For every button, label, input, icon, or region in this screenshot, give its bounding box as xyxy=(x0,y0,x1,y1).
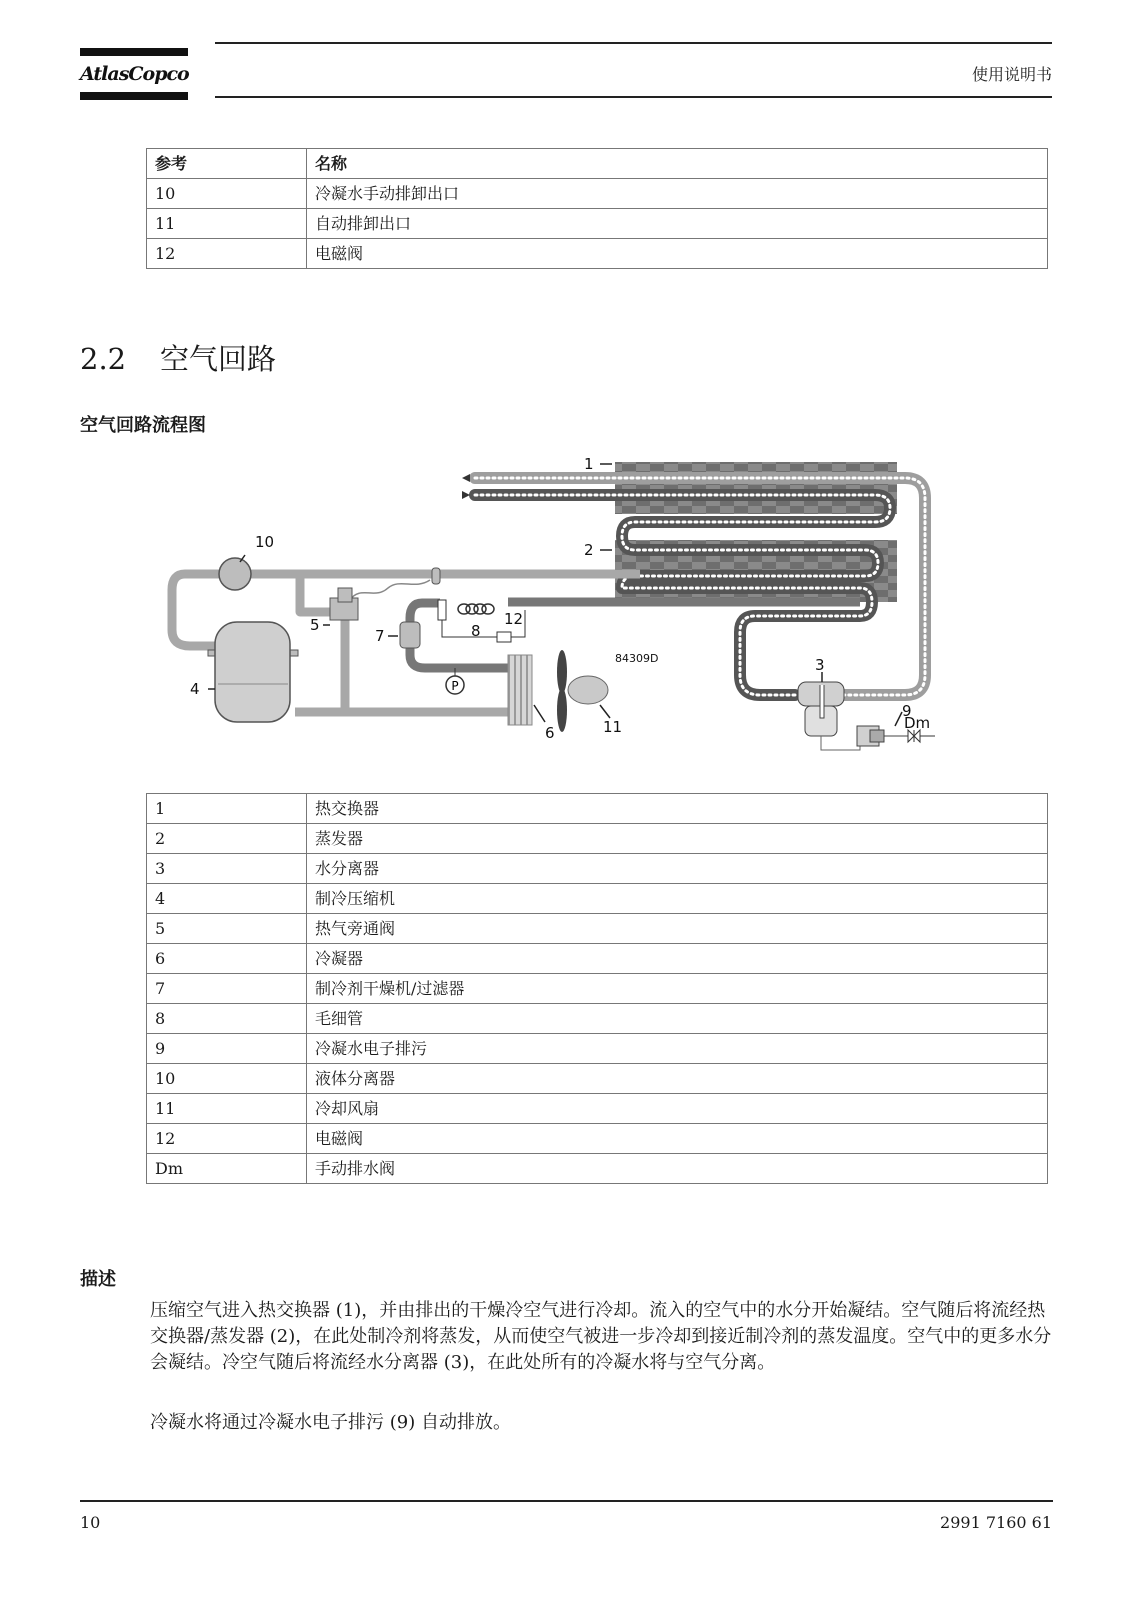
name-cell: 水分离器 xyxy=(307,854,1048,884)
diagram-title: 空气回路流程图 xyxy=(80,415,206,436)
table-row xyxy=(147,1124,1048,1154)
ref-cell: 12 xyxy=(147,1124,307,1154)
section-number: 2.2 xyxy=(80,342,127,376)
diagram-code: 84309D xyxy=(615,652,659,665)
name-cell: 液体分离器 xyxy=(307,1064,1048,1094)
reference-table-top xyxy=(146,148,1048,269)
table-row xyxy=(147,179,1048,209)
table-row xyxy=(147,1154,1048,1184)
table-row xyxy=(147,239,1048,269)
logo-text: AtlasCopco xyxy=(80,63,189,85)
description-paragraph-1: 压缩空气进入热交换器 (1)，并由排出的干燥冷空气进行冷却。流入的空气中的水分开始凝结。空气随后将流经热交换器/蒸发器 (2)，在此处制冷剂将蒸发，从而使空气被进一步冷却到接近制冷剂的蒸发温度。空气中的更多水分会凝结。冷空气随后将流经水分离器 (3)，在此处所有的冷凝水将与空气分离。 xyxy=(150,1300,1052,1373)
ref-cell: 10 xyxy=(147,179,307,209)
air-circuit-diagram xyxy=(160,450,960,775)
label-3: 3 xyxy=(815,656,825,674)
heat-exchanger-block xyxy=(615,462,897,514)
condenser-icon xyxy=(508,655,532,725)
component-legend-table xyxy=(146,793,1048,1184)
compressor-icon xyxy=(208,622,298,722)
name-cell: 冷凝水电子排污 xyxy=(307,1034,1048,1064)
name-cell: 自动排卸出口 xyxy=(307,209,1048,239)
description-paragraph-2: 冷凝水将通过冷凝水电子排污 (9) 自动排放。 xyxy=(150,1412,511,1433)
label-dm: Dm xyxy=(904,714,931,732)
table-row xyxy=(147,1094,1048,1124)
ref-cell: 11 xyxy=(147,1094,307,1124)
name-cell: 制冷压缩机 xyxy=(307,884,1048,914)
table-row xyxy=(147,1064,1048,1094)
inlet-arrow-icon xyxy=(462,491,470,499)
name-cell: 冷凝器 xyxy=(307,944,1048,974)
label-5: 5 xyxy=(310,616,320,634)
pressure-switch-label: P xyxy=(451,679,459,693)
table-row xyxy=(147,974,1048,1004)
label-7: 7 xyxy=(375,627,385,645)
capillary-line xyxy=(350,580,430,600)
sensor-bulb-icon xyxy=(432,568,440,584)
hot-gas-bypass-valve-icon xyxy=(330,588,358,620)
label-2: 2 xyxy=(584,541,594,559)
ref-cell: Dm xyxy=(147,1154,307,1184)
table-row xyxy=(147,944,1048,974)
ref-cell: 3 xyxy=(147,854,307,884)
ref-cell: 1 xyxy=(147,794,307,824)
ref-cell: 5 xyxy=(147,914,307,944)
ref-cell: 6 xyxy=(147,944,307,974)
table-row xyxy=(147,1034,1048,1064)
label-8: 8 xyxy=(471,622,481,640)
name-cell: 冷凝水手动排卸出口 xyxy=(307,179,1048,209)
label-12: 12 xyxy=(504,610,524,628)
table-header-row xyxy=(147,149,1048,179)
name-cell: 热气旁通阀 xyxy=(307,914,1048,944)
description-heading: 描述 xyxy=(80,1269,116,1290)
footer-rule xyxy=(80,1500,1053,1502)
section-title: 空气回路 xyxy=(160,342,277,376)
drain-line xyxy=(821,736,860,750)
header-cell-name: 名称 xyxy=(307,149,1048,179)
ref-cell: 8 xyxy=(147,1004,307,1034)
atlas-copco-logo xyxy=(80,48,188,100)
label-4: 4 xyxy=(190,680,200,698)
header-cell-ref: 参考 xyxy=(147,149,307,179)
outlet-arrow-icon xyxy=(462,474,470,482)
page-number: 10 xyxy=(80,1513,101,1532)
label-6: 6 xyxy=(545,724,555,742)
ref-cell: 9 xyxy=(147,1034,307,1064)
capillary-coil-icon xyxy=(458,604,494,614)
ref-cell: 10 xyxy=(147,1064,307,1094)
table-row xyxy=(147,209,1048,239)
name-cell: 电磁阀 xyxy=(307,239,1048,269)
table-row xyxy=(147,854,1048,884)
ref-cell: 11 xyxy=(147,209,307,239)
ref-cell: 2 xyxy=(147,824,307,854)
cooling-fan-icon xyxy=(557,650,608,732)
name-cell: 毛细管 xyxy=(307,1004,1048,1034)
document-number: 2991 7160 61 xyxy=(940,1513,1052,1532)
logo-top-bar xyxy=(80,48,188,56)
section-heading xyxy=(80,337,276,378)
label-11: 11 xyxy=(603,718,623,736)
label-1: 1 xyxy=(584,455,594,473)
ref-cell: 4 xyxy=(147,884,307,914)
header-rule-bottom xyxy=(215,96,1052,98)
name-cell: 手动排水阀 xyxy=(307,1154,1048,1184)
water-separator-icon xyxy=(798,682,844,736)
label-10: 10 xyxy=(255,533,275,551)
header-rule-top xyxy=(215,42,1052,44)
table-row xyxy=(147,884,1048,914)
name-cell: 电磁阀 xyxy=(307,1124,1048,1154)
name-cell: 制冷剂干燥机/过滤器 xyxy=(307,974,1048,1004)
table-row xyxy=(147,914,1048,944)
ref-cell: 12 xyxy=(147,239,307,269)
table-row xyxy=(147,794,1048,824)
label-9: 9 xyxy=(902,702,912,720)
table-row xyxy=(147,824,1048,854)
table-row xyxy=(147,1004,1048,1034)
name-cell: 蒸发器 xyxy=(307,824,1048,854)
liquid-separator-icon xyxy=(219,558,251,590)
refrigerant-dryer-filter-icon xyxy=(400,622,420,648)
name-cell: 冷却风扇 xyxy=(307,1094,1048,1124)
document-title: 使用说明书 xyxy=(971,65,1052,84)
name-cell: 热交换器 xyxy=(307,794,1048,824)
ref-cell: 7 xyxy=(147,974,307,1004)
logo-bottom-bar xyxy=(80,92,188,100)
electronic-drain-icon xyxy=(857,726,884,746)
